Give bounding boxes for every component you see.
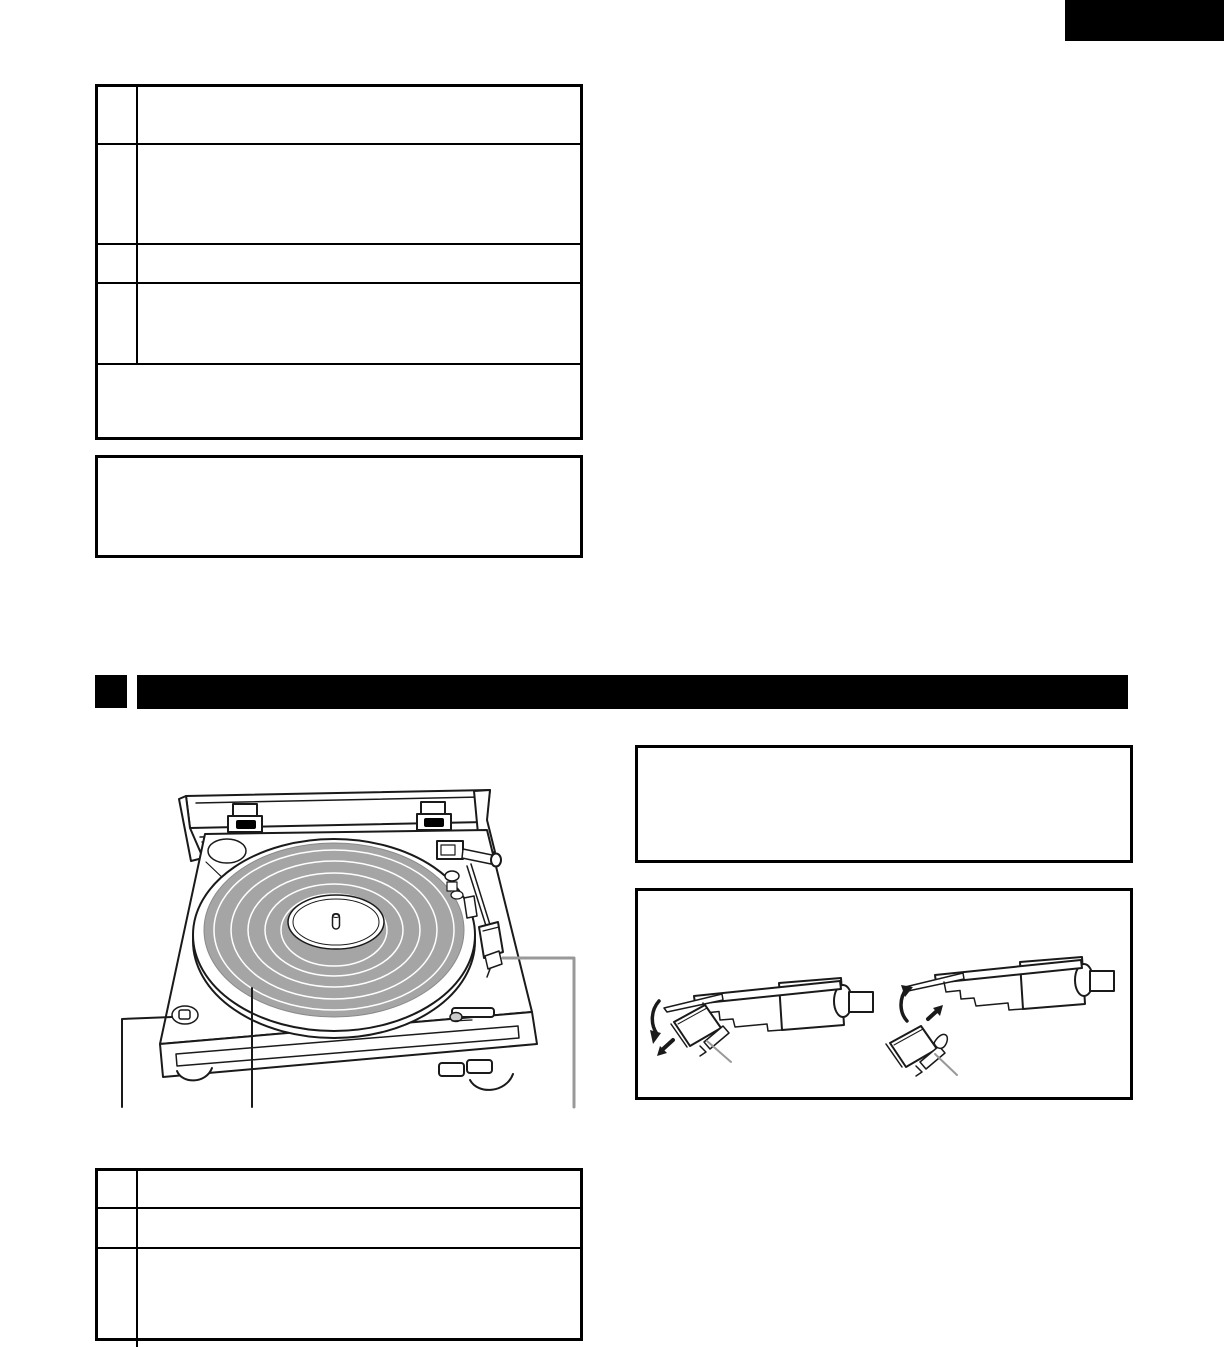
stylus-figures: [635, 888, 1133, 1100]
turntable-figure: [100, 770, 600, 1110]
spindle-icon: [333, 914, 340, 930]
table-row-divider: [98, 243, 580, 245]
page-corner-tab: [1065, 0, 1224, 41]
note-box-right: [635, 745, 1133, 863]
table-row-divider: [98, 143, 580, 145]
adaptor-recess-icon: [208, 839, 246, 863]
stylus-assembly-icon: [886, 1026, 947, 1076]
spec-table: [95, 84, 583, 440]
table-row-divider: [98, 1207, 580, 1209]
parts-table: [95, 1168, 583, 1341]
stylus-assembly-icon: [671, 1005, 729, 1056]
power-button-icon: [172, 1006, 198, 1024]
table-row-divider: [98, 282, 580, 284]
table-column-divider: [136, 87, 138, 363]
foot-icon: [470, 1074, 513, 1090]
table-column-divider: [136, 1171, 138, 1338]
stylus-figure-box: [635, 888, 1133, 1100]
stylus-installation-figure: [886, 957, 1114, 1076]
remove-arrow-icon: [662, 1040, 673, 1050]
stylus-removal-figure: [650, 978, 873, 1062]
rotate-down-arrow-icon: [652, 1001, 659, 1034]
front-button-icon: [467, 1060, 492, 1073]
table-row-divider: [98, 1247, 580, 1249]
stylus-leader-line: [707, 1041, 731, 1062]
arm-rest-icon: [464, 896, 477, 918]
table-row-divider: [98, 363, 580, 365]
section-header-bar: [137, 675, 1128, 709]
stylus-leader-line: [935, 1054, 957, 1075]
hinge-right-icon: [417, 802, 451, 830]
front-button-icon: [439, 1063, 464, 1076]
counterweight-icon: [491, 854, 501, 867]
hinge-left-icon: [228, 804, 262, 832]
note-box-top: [95, 455, 583, 558]
platter: [193, 839, 475, 1038]
table-column-divider-stub: [136, 1341, 138, 1347]
section-number-marker: [95, 675, 127, 708]
